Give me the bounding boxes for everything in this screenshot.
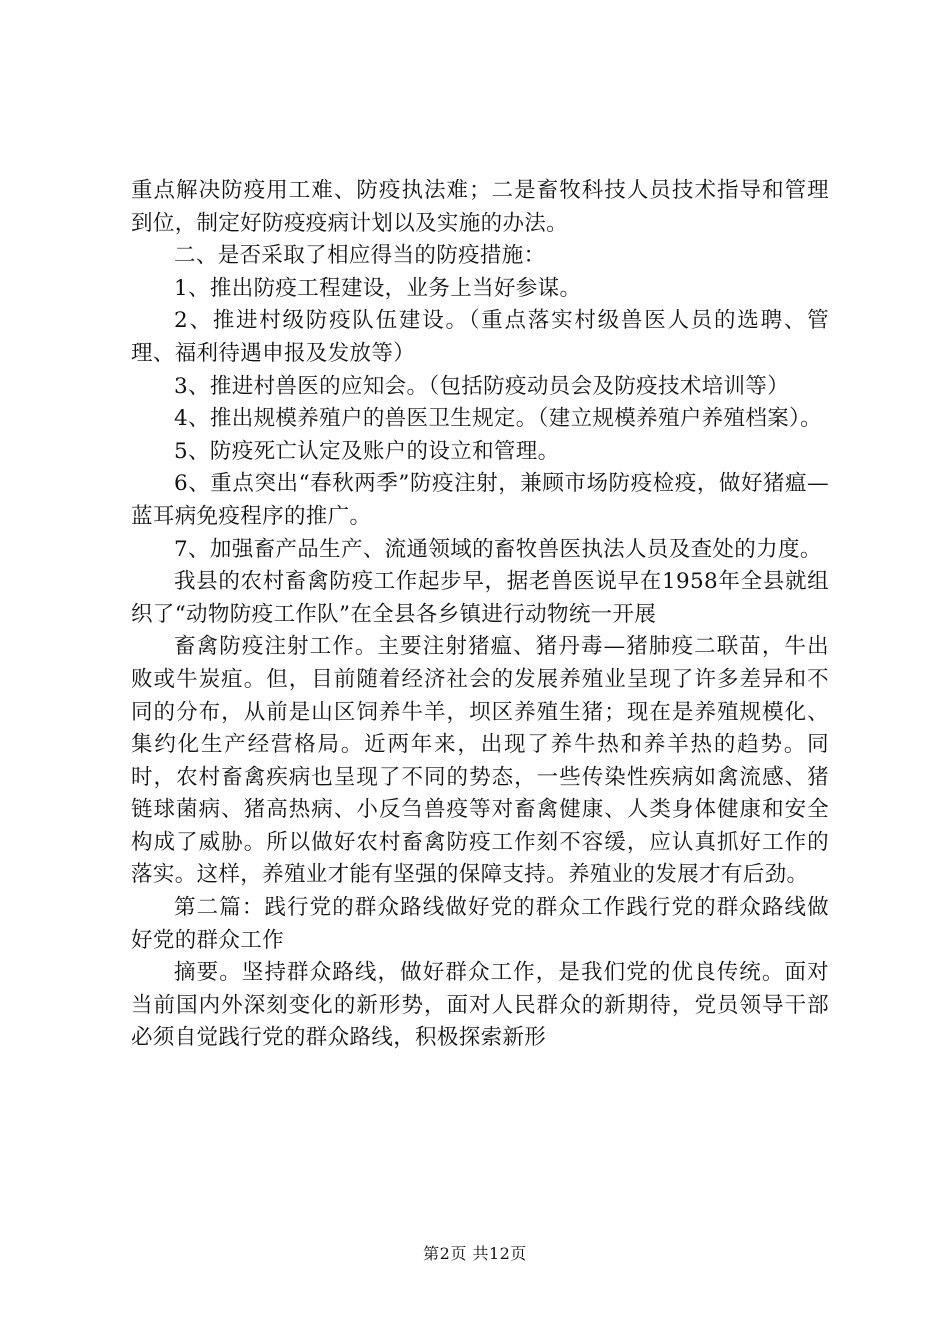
list-item: 7、加强畜产品生产、流通领域的畜牧兽医执法人员及查处的力度。: [174, 536, 822, 562]
section-heading: 第二篇：践行党的群众路线做好党的群众工作践行党的群众路线做好党的群众工作: [131, 895, 829, 953]
page-number: 第2页 共12页: [423, 1244, 527, 1263]
list-item: 2、推进村级防疫队伍建设。（重点落实村级兽医人员的选聘、管理、福利待遇申报及发放等）: [131, 308, 829, 366]
list-item: 3、推进村兽医的应知会。（包括防疫动员会及防疫技术培训等）: [174, 373, 790, 399]
list-item: 5、防疫死亡认定及账户的设立和管理。: [174, 438, 560, 464]
document-body: [131, 175, 829, 1055]
list-item: 1、推出防疫工程建设，业务上当好参谋。: [174, 275, 582, 301]
list-item: 4、推出规模养殖户的兽医卫生规定。（建立规模养殖户养殖档案）。: [174, 406, 823, 432]
paragraph: 摘要。坚持群众路线，做好群众工作，是我们党的优良传统。面对当前国内外深刻变化的新形势，面对人民群众的新期待，党员领导干部必须自觉践行党的群众路线，积极探索新形: [131, 960, 829, 1051]
paragraph: 重点解决防疫用工难、防疫执法难；二是畜牧科技人员技术指导和管理到位，制定好防疫疫病计划以及实施的办法。: [131, 178, 829, 236]
list-item: 6、重点突出“春秋两季”防疫注射，兼顾市场防疫检疫，做好猪瘟—蓝耳病免疫程序的推广。: [131, 471, 829, 529]
paragraph: 我县的农村畜禽防疫工作起步早，据老兽医说早在1958年全县就组织了“动物防疫工作队”在全县各乡镇进行动物统一开展: [131, 569, 829, 627]
paragraph: 二、是否采取了相应得当的防疫措施：: [174, 243, 546, 269]
page-footer: [0, 1243, 950, 1265]
paragraph: 畜禽防疫注射工作。主要注射猪瘟、猪丹毒—猪肺疫二联苗，牛出败或牛炭疽。但，目前随着经济社会的发展养殖业呈现了许多差异和不同的分布，从前是山区饲养牛羊，坝区养殖生猪；现在是养殖规模化、集约化生产经营格局。近两年来，出现了养牛热和养羊热的趋势。同时，农村畜禽疾病也呈现了不同的势态，一些传染性疾病如禽流感、猪链球菌病、猪高热病、小反刍兽疫等对畜禽健康、人类身体健康和安全构成了威胁。所以做好农村畜禽防疫工作刻不容缓，应认真抓好工作的落实。这样，养殖业才能有坚强的保障支持。养殖业的发展才有后劲。: [131, 634, 829, 888]
